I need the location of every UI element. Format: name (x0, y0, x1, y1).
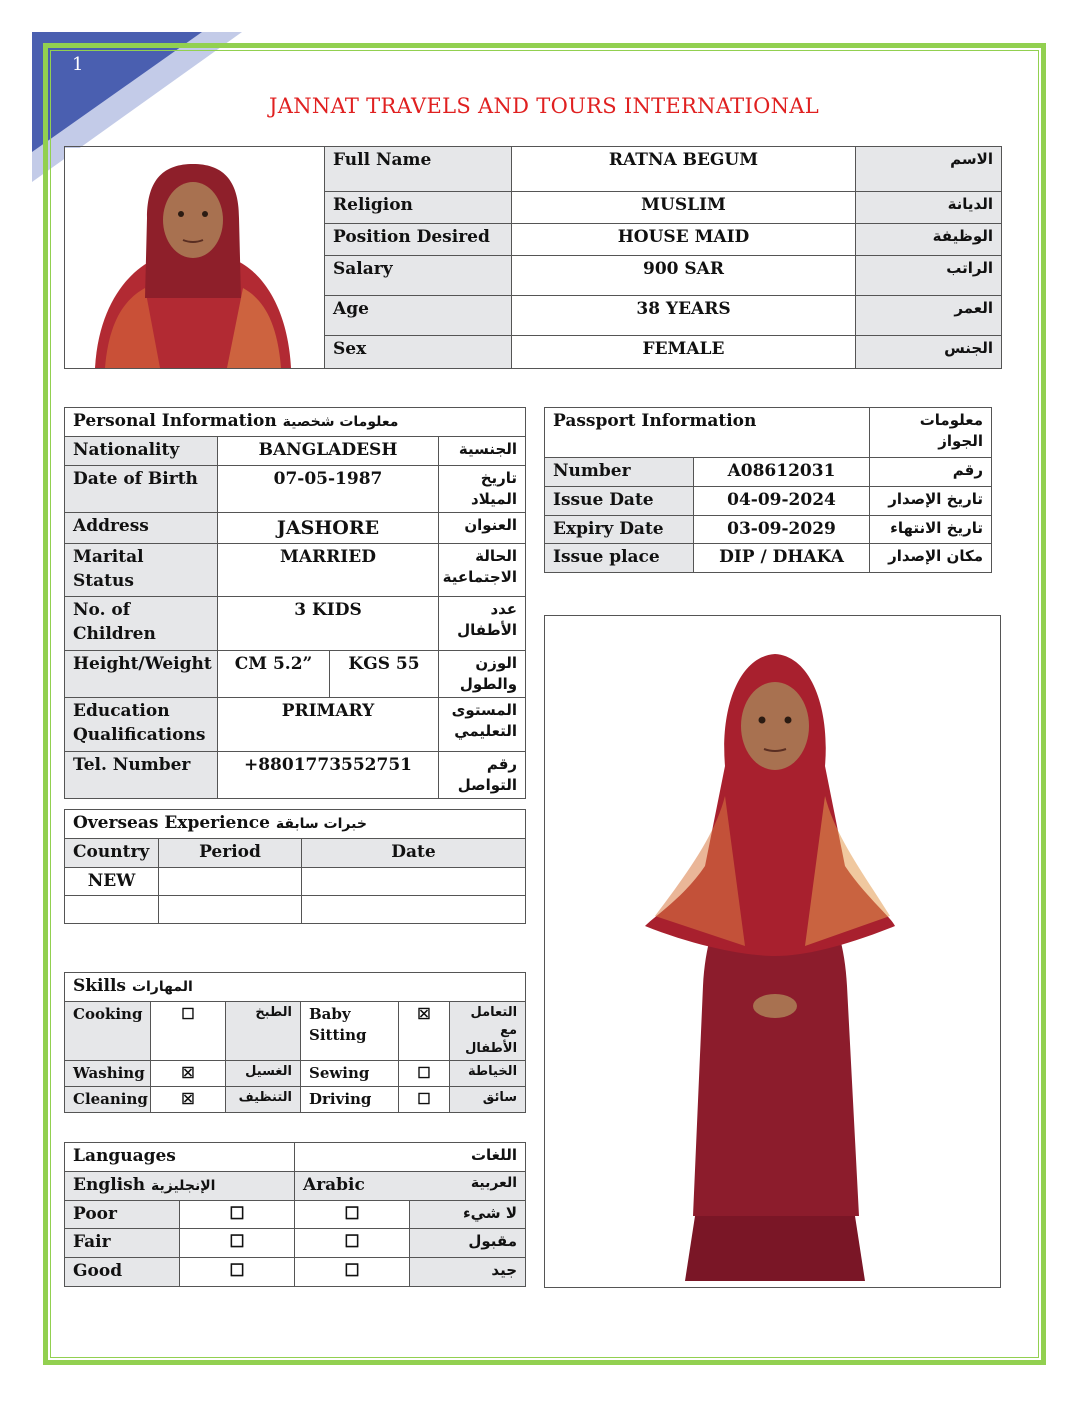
skills-title: Skills (73, 976, 127, 996)
languages-title: Languages (65, 1143, 295, 1172)
arabic-poor-checkbox[interactable]: ☐ (295, 1200, 410, 1229)
english-header (65, 1171, 295, 1200)
issue-place-value: DIP / DHAKA (694, 544, 870, 573)
expiry-date-arabic: تاريخ الانتهاء (870, 515, 992, 544)
skills-table (64, 972, 525, 1109)
skill-sewing-label: Sewing (301, 1061, 399, 1087)
arabic-label: Arabic (303, 1174, 365, 1195)
skill-sewing-checkbox[interactable]: ☐ (399, 1061, 450, 1087)
experience-title: Overseas Experience (73, 813, 270, 833)
tel-label: Tel. Number (65, 751, 218, 798)
height-weight-label: Height/Weight (65, 650, 218, 697)
skill-cooking-checkbox[interactable]: ☐ (151, 1001, 226, 1061)
nationality-value: BANGLADESH (218, 436, 439, 465)
experience-title-arabic: خبرات سابقة (275, 816, 367, 832)
address-label: Address (65, 512, 218, 544)
nationality-label: Nationality (65, 436, 218, 465)
experience-period-header: Period (159, 838, 302, 867)
level-fair-label: Fair (65, 1229, 180, 1258)
arabic-header (295, 1171, 526, 1200)
experience-country-1: NEW (65, 867, 159, 896)
experience-date-2 (302, 896, 526, 924)
level-fair-arabic: مقبول (410, 1229, 526, 1258)
experience-period-1 (159, 867, 302, 896)
passport-number-value: A08612031 (694, 458, 870, 487)
experience-date-header: Date (302, 838, 526, 867)
sex-arabic: الجنس (856, 336, 1002, 369)
experience-country-2 (65, 896, 159, 924)
skill-driving-checkbox[interactable]: ☐ (399, 1087, 450, 1113)
passport-info-title-arabic: معلومات الجواز (870, 408, 992, 458)
position-value: HOUSE MAID (512, 224, 856, 256)
experience-country-header: Country (65, 838, 159, 867)
personal-info-header (65, 408, 526, 437)
skill-cleaning-label: Cleaning (65, 1087, 151, 1113)
dob-value: 07-05-1987 (218, 465, 439, 512)
education-value: PRIMARY (218, 697, 439, 751)
height-value: CM 5.2” (218, 650, 330, 697)
level-good-arabic: جيد (410, 1258, 526, 1287)
arabic-good-checkbox[interactable]: ☐ (295, 1258, 410, 1287)
tel-arabic: رقم التواصل (439, 751, 526, 798)
salary-arabic: الراتب (856, 256, 1002, 296)
skill-driving-arabic: سائق (450, 1087, 526, 1113)
skill-sewing-arabic: الخياطة (450, 1061, 526, 1087)
children-value: 3 KIDS (218, 596, 439, 650)
arabic-fair-checkbox[interactable]: ☐ (295, 1229, 410, 1258)
skill-cleaning-checkbox[interactable]: ☒ (151, 1087, 226, 1113)
full-body-photo (545, 616, 1000, 1287)
personal-info-title: Personal Information (73, 411, 277, 431)
education-label: Education Qualifications (65, 697, 218, 751)
expiry-date-value: 03-09-2029 (694, 515, 870, 544)
age-arabic: العمر (856, 296, 1002, 336)
english-poor-checkbox[interactable]: ☐ (180, 1200, 295, 1229)
religion-label: Religion (325, 192, 512, 224)
skill-baby-sitting-arabic: التعامل مع الأطفال (450, 1001, 526, 1061)
portrait-photo-cell (65, 147, 325, 369)
skill-cooking-arabic: الطبخ (226, 1001, 301, 1061)
skill-cooking-label: Cooking (65, 1001, 151, 1061)
sex-label: Sex (325, 336, 512, 369)
height-weight-arabic: الوزن والطول (439, 650, 526, 697)
marital-label: Marital Status (65, 544, 218, 597)
age-value: 38 YEARS (512, 296, 856, 336)
languages-table (64, 1142, 525, 1282)
children-arabic: عدد الأطفال (439, 596, 526, 650)
company-title: JANNAT TRAVELS AND TOURS INTERNATIONAL (269, 94, 819, 118)
level-good-label: Good (65, 1258, 180, 1287)
page-number: 1 (72, 54, 84, 75)
personal-info-title-arabic: معلومات شخصية (282, 414, 399, 430)
full-name-label: Full Name (325, 147, 512, 192)
dob-label: Date of Birth (65, 465, 218, 512)
portrait-photo (65, 148, 323, 368)
experience-period-2 (159, 896, 302, 924)
expiry-date-label: Expiry Date (545, 515, 694, 544)
issue-date-arabic: تاريخ الإصدار (870, 486, 992, 515)
languages-title-arabic: اللغات (295, 1143, 526, 1172)
passport-info-title: Passport Information (545, 408, 870, 458)
full-name-arabic: الاسم (856, 147, 1002, 192)
skill-washing-arabic: الغسيل (226, 1061, 301, 1087)
issue-place-label: Issue place (545, 544, 694, 573)
english-fair-checkbox[interactable]: ☐ (180, 1229, 295, 1258)
position-arabic: الوظيفة (856, 224, 1002, 256)
full-name-value: RATNA BEGUM (512, 147, 856, 192)
address-arabic: العنوان (439, 512, 526, 544)
experience-table (64, 809, 525, 919)
nationality-arabic: الجنسية (439, 436, 526, 465)
skill-baby-sitting-label: Baby Sitting (301, 1001, 399, 1061)
children-label: No. of Children (65, 596, 218, 650)
age-label: Age (325, 296, 512, 336)
skills-header (65, 973, 526, 1002)
religion-value: MUSLIM (512, 192, 856, 224)
english-good-checkbox[interactable]: ☐ (180, 1258, 295, 1287)
personal-info-table (64, 407, 525, 794)
skill-driving-label: Driving (301, 1087, 399, 1113)
arabic-label-arabic: العربية (470, 1174, 518, 1191)
dob-arabic: تاريخ الميلاد (439, 465, 526, 512)
skill-cleaning-arabic: التنظيف (226, 1087, 301, 1113)
marital-arabic: الحالة الاجتماعية (439, 544, 526, 597)
english-label-arabic: الإنجليزية (150, 1177, 216, 1194)
education-arabic: المستوى التعليمي (439, 697, 526, 751)
weight-value: KGS 55 (330, 650, 439, 697)
skills-title-arabic: المهارات (131, 979, 193, 995)
position-label: Position Desired (325, 224, 512, 256)
skill-washing-label: Washing (65, 1061, 151, 1087)
sex-value: FEMALE (512, 336, 856, 369)
passport-info-table (544, 407, 991, 567)
issue-date-value: 04-09-2024 (694, 486, 870, 515)
issue-date-label: Issue Date (545, 486, 694, 515)
experience-date-1 (302, 867, 526, 896)
salary-label: Salary (325, 256, 512, 296)
level-poor-arabic: لا شيء (410, 1200, 526, 1229)
english-label: English (73, 1174, 146, 1195)
passport-number-arabic: رقم (870, 458, 992, 487)
issue-place-arabic: مكان الإصدار (870, 544, 992, 573)
experience-header (65, 810, 526, 839)
address-value: JASHORE (218, 512, 439, 544)
level-poor-label: Poor (65, 1200, 180, 1229)
full-body-photo-frame (544, 615, 1001, 1288)
passport-number-label: Number (545, 458, 694, 487)
tel-value: +8801773552751 (218, 751, 439, 798)
religion-arabic: الديانة (856, 192, 1002, 224)
salary-value: 900 SAR (512, 256, 856, 296)
marital-value: MARRIED (218, 544, 439, 597)
skill-baby-sitting-checkbox[interactable]: ☒ (399, 1001, 450, 1061)
skill-washing-checkbox[interactable]: ☒ (151, 1061, 226, 1087)
profile-table (64, 146, 1001, 368)
